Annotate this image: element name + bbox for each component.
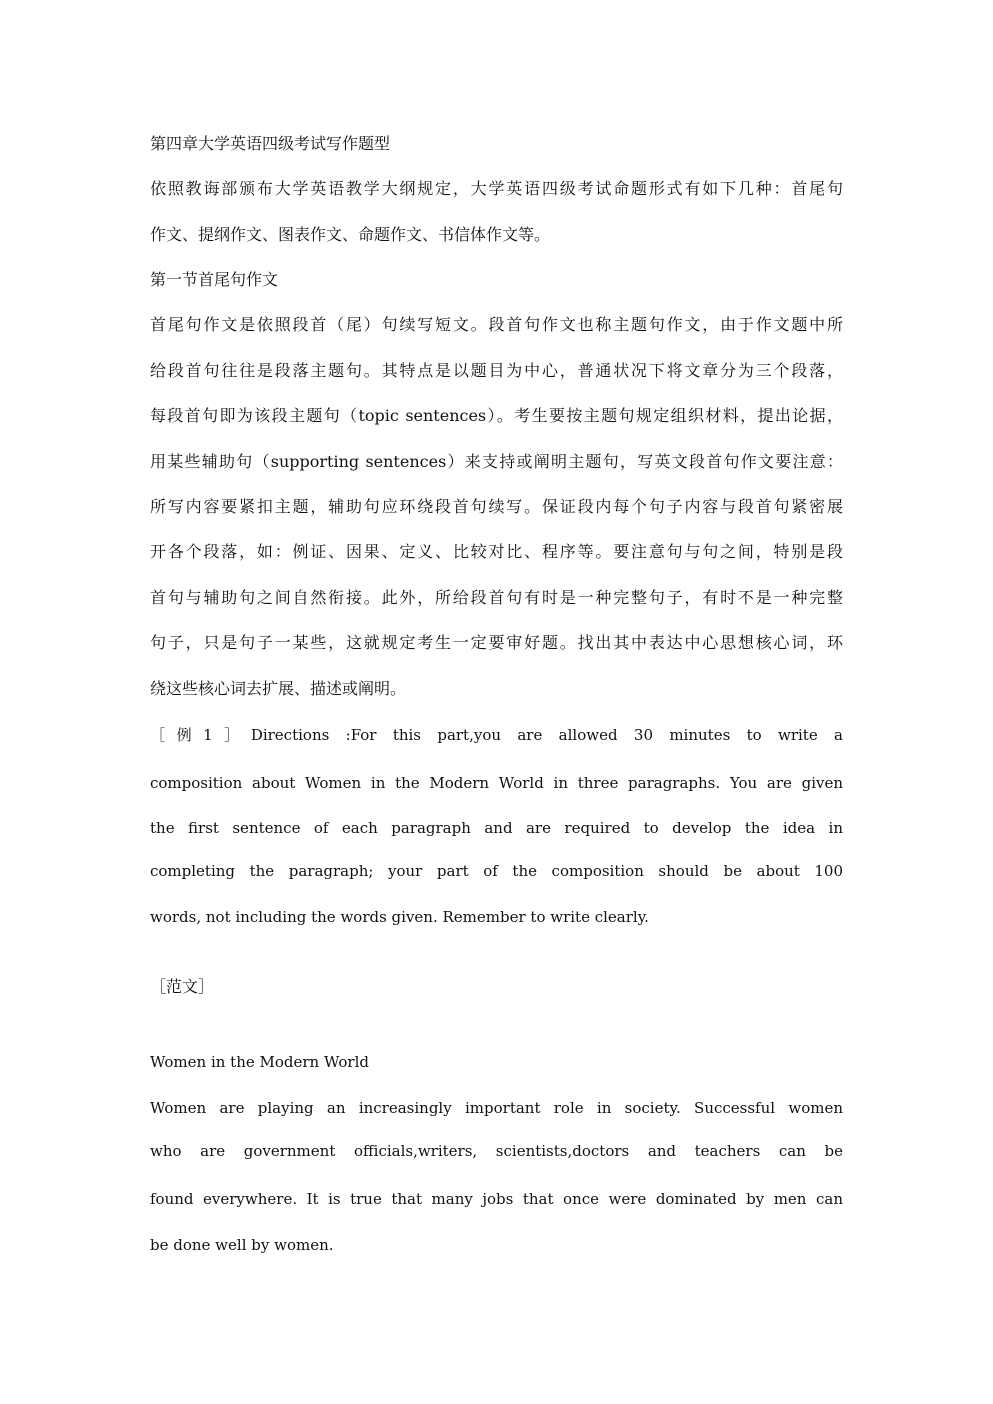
body-line: 用某些辅助句（supporting sentences）来支持或阐明主题句，写英文段首句作文要注意： bbox=[150, 452, 843, 471]
essay-line: who are government officials,writers, scientists,doctors and teachers can be bbox=[150, 1142, 843, 1160]
body-line: 所写内容要紧扣主题，辅助句应环绕段首句续写。保证段内每个句子内容与段首句紧密展 bbox=[150, 497, 843, 516]
body-line: 每段首句即为该段主题句（topic sentences）。考生要按主题句规定组织材料，提出论据， bbox=[150, 406, 843, 425]
text-column bbox=[150, 0, 843, 1404]
body-line: 给段首句往往是段落主题句。其特点是以题目为中心，普通状况下将文章分为三个段落， bbox=[150, 361, 843, 380]
example-line: completing the paragraph; your part of the composition should be about 100 bbox=[150, 862, 843, 880]
example-line: ［例1］Directions :For this part,you are allowed 30 minutes to write a bbox=[150, 726, 843, 744]
body-line: 首句与辅助句之间自然衔接。此外，所给段首句有时是一种完整句子，有时不是一种完整 bbox=[150, 588, 843, 607]
body-line: 开各个段落，如：例证、因果、定义、比较对比、程序等。要注意句与句之间，特别是段 bbox=[150, 542, 843, 561]
essay-line: found everywhere. It is true that many jobs that once were dominated by men can bbox=[150, 1190, 843, 1208]
body-line: 句子，只是句子一某些，这就规定考生一定要审好题。找出其中表达中心思想核心词，环 bbox=[150, 633, 843, 652]
body-line: 首尾句作文是依照段首（尾）句续写短文。段首句作文也称主题句作文，由于作文题中所 bbox=[150, 315, 843, 334]
essay-line: Women are playing an increasingly important role in society. Successful women bbox=[150, 1099, 843, 1117]
example-line: composition about Women in the Modern World in three paragraphs. You are given bbox=[150, 774, 843, 792]
body-line: 绕这些核心词去扩展、描述或阐明。 bbox=[150, 679, 407, 698]
essay-line: be done well by women. bbox=[150, 1236, 334, 1254]
intro-line: 作文、提纲作文、图表作文、命题作文、书信体作文等。 bbox=[150, 225, 551, 244]
example-line: the first sentence of each paragraph and are required to develop the idea in bbox=[150, 819, 843, 837]
chapter-title: 第四章大学英语四级考试写作题型 bbox=[150, 134, 391, 153]
section-title: 第一节首尾句作文 bbox=[150, 270, 279, 289]
intro-line: 依照教诲部颁布大学英语教学大纲规定，大学英语四级考试命题形式有如下几种：首尾句 bbox=[150, 179, 843, 198]
model-essay-label: ［范文］ bbox=[150, 977, 215, 996]
example-line: words, not including the words given. Remember to write clearly. bbox=[150, 908, 649, 926]
essay-title: Women in the Modern World bbox=[150, 1053, 369, 1071]
